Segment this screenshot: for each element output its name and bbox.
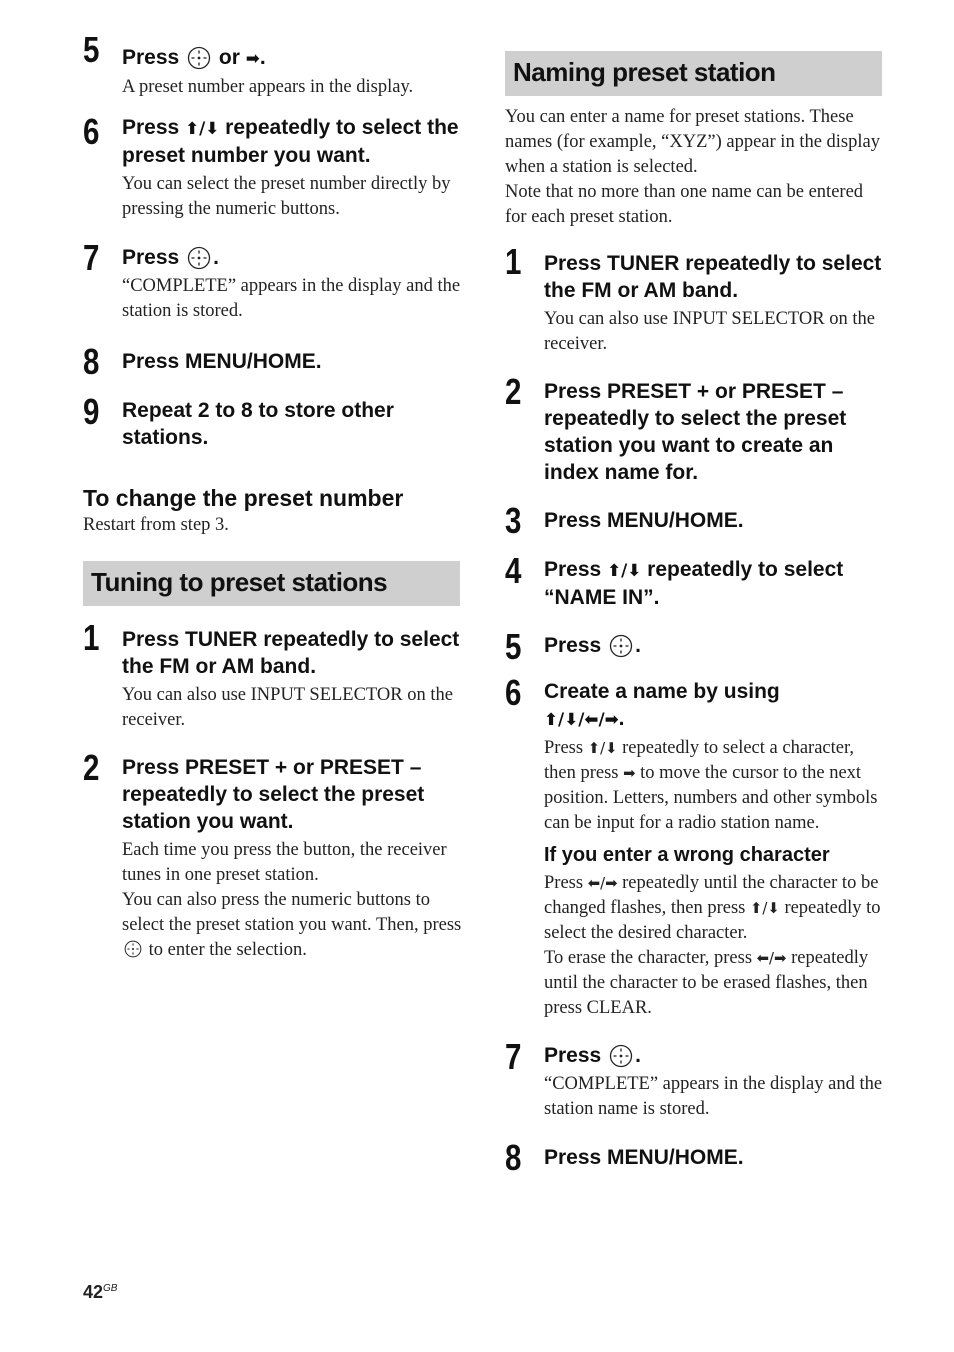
step-6 xyxy=(83,111,463,222)
step-description: You can also use INPUT SELECTOR on the receiver. xyxy=(122,685,453,730)
enter-button-icon xyxy=(609,634,633,658)
step-5 xyxy=(83,29,463,100)
step-number: 6 xyxy=(505,672,522,713)
step-heading: Press TUNER repeatedly to select the FM or AM band. xyxy=(122,628,460,678)
enter-button-icon xyxy=(187,246,211,270)
period: . xyxy=(635,1044,641,1067)
step-description: “COMPLETE” appears in the display and the station name is stored. xyxy=(544,1074,883,1119)
step-text: repeatedly to select “NAME IN”. xyxy=(544,558,844,609)
step-number: 1 xyxy=(505,241,522,282)
step-heading: Press MENU/HOME. xyxy=(544,509,744,532)
naming-step-5 xyxy=(505,626,885,667)
description-text: to move the cursor to the next position. Letters, numbers and other symbols can be input for a radio station name. xyxy=(544,763,878,833)
step-heading xyxy=(544,675,885,733)
step-description: You can also use INPUT SELECTOR on the receiver. xyxy=(544,309,875,354)
intro-text: Note that no more than one name can be entered for each preset station. xyxy=(505,182,864,227)
period: . xyxy=(213,246,219,269)
step-7 xyxy=(83,237,463,324)
wrong-character-body xyxy=(544,871,885,1021)
step-number: 5 xyxy=(505,626,522,667)
section-title-tuning: Tuning to preset stations xyxy=(83,561,460,606)
step-description: A preset number appears in the display. xyxy=(122,77,414,97)
up-down-arrow-icon: ⬆/⬇ xyxy=(587,740,618,757)
step-number: 7 xyxy=(505,1036,522,1077)
step-number: 8 xyxy=(505,1137,522,1178)
four-way-arrow-icon: ⬆/⬇/⬅/➡ xyxy=(544,709,619,729)
enter-button-icon xyxy=(609,1044,633,1068)
step-8 xyxy=(83,341,463,382)
description-text: Press xyxy=(544,873,584,893)
right-arrow-icon: ➡ xyxy=(623,765,636,782)
description-text: to enter the selection. xyxy=(148,940,307,960)
description-text: To erase the character, press xyxy=(544,948,753,968)
enter-button-icon xyxy=(187,46,211,70)
step-heading: Press PRESET + or PRESET – repeatedly to select the preset station you want to create an index name for. xyxy=(544,380,847,484)
intro-text: You can enter a name for preset stations. These names (for example, “XYZ”) appear in the display when a station is selected. xyxy=(505,107,880,177)
step-heading: Press MENU/HOME. xyxy=(544,1146,744,1169)
description-text: repeatedly until the character to be erased flashes, then press CLEAR. xyxy=(544,948,869,1018)
description-text: repeatedly until the character to be changed flashes, then press xyxy=(544,873,879,918)
step-number: 5 xyxy=(83,29,100,70)
step-heading: Repeat 2 to 8 to store other stations. xyxy=(122,399,394,449)
step-number: 6 xyxy=(83,111,100,152)
step-text: Press xyxy=(544,1044,602,1067)
step-text: repeatedly to select the preset number you want. xyxy=(122,116,459,167)
page-number-value: 42 xyxy=(83,1282,104,1302)
up-down-arrow-icon: ⬆/⬇ xyxy=(607,560,642,580)
step-description: “COMPLETE” appears in the display and the station is stored. xyxy=(122,276,461,321)
change-preset-body: Restart from step 3. xyxy=(83,515,229,535)
step-number: 2 xyxy=(83,747,100,788)
step-description xyxy=(122,838,463,963)
left-column xyxy=(83,30,463,963)
step-heading: Press PRESET + or PRESET – repeatedly to select the preset station you want. xyxy=(122,756,425,833)
naming-step-1 xyxy=(505,241,885,357)
naming-step-4 xyxy=(505,550,885,611)
description-text: You can also press the numeric buttons to select the preset station you want. Then, press xyxy=(122,890,462,935)
left-right-arrow-icon: ⬅/➡ xyxy=(756,950,787,967)
right-arrow-icon: ➡ xyxy=(245,48,260,68)
step-number: 4 xyxy=(505,550,522,591)
step-heading xyxy=(122,240,463,271)
change-preset-heading: To change the preset number xyxy=(83,485,404,511)
step-number: 7 xyxy=(83,237,100,278)
naming-step-6 xyxy=(505,672,885,1021)
period: . xyxy=(618,707,625,730)
step-heading xyxy=(544,629,885,659)
step-number: 9 xyxy=(83,391,100,432)
up-down-arrow-icon: ⬆/⬇ xyxy=(185,118,220,138)
step-text: or xyxy=(218,46,240,69)
right-column xyxy=(505,30,885,1178)
step-text: Create a name by using xyxy=(544,680,780,703)
description-text: Press xyxy=(544,738,584,758)
tuning-step-2 xyxy=(83,747,463,963)
step-description: You can select the preset number directly by pressing the numeric buttons. xyxy=(122,174,451,219)
step-heading xyxy=(544,1039,885,1069)
step-heading: Press TUNER repeatedly to select the FM or AM band. xyxy=(544,252,882,302)
step-text: Press xyxy=(122,246,180,269)
step-number: 3 xyxy=(505,500,522,541)
naming-step-3 xyxy=(505,500,885,541)
page-number xyxy=(83,1282,117,1303)
naming-step-7 xyxy=(505,1036,885,1122)
left-right-arrow-icon: ⬅/➡ xyxy=(587,875,618,892)
step-text: Press xyxy=(122,116,180,139)
description-text: repeatedly to select the desired character. xyxy=(544,898,881,943)
page-region-suffix: GB xyxy=(103,1283,118,1294)
description-text: repeatedly to select a character, then press xyxy=(544,738,855,783)
step-heading xyxy=(544,553,885,611)
period: . xyxy=(259,46,266,69)
description-text: Each time you press the button, the receiver tunes in one preset station. xyxy=(122,840,447,885)
wrong-character-heading: If you enter a wrong character xyxy=(544,844,830,866)
period: . xyxy=(635,634,641,657)
step-description xyxy=(544,736,885,836)
step-number: 2 xyxy=(505,371,522,412)
step-text: Press xyxy=(544,558,602,581)
step-number: 8 xyxy=(83,341,100,382)
up-down-arrow-icon: ⬆/⬇ xyxy=(750,900,780,917)
tuning-step-1 xyxy=(83,617,463,733)
step-heading: Press MENU/HOME. xyxy=(122,350,322,373)
naming-intro xyxy=(505,105,885,230)
naming-step-8 xyxy=(505,1137,885,1178)
naming-step-2 xyxy=(505,371,885,486)
section-title-naming: Naming preset station xyxy=(505,51,882,96)
step-text: Press xyxy=(122,46,180,69)
step-heading xyxy=(122,114,463,169)
step-number: 1 xyxy=(83,617,100,658)
enter-button-icon xyxy=(124,940,142,958)
step-text: Press xyxy=(544,634,602,657)
step-9 xyxy=(83,391,463,451)
step-heading xyxy=(122,32,463,72)
